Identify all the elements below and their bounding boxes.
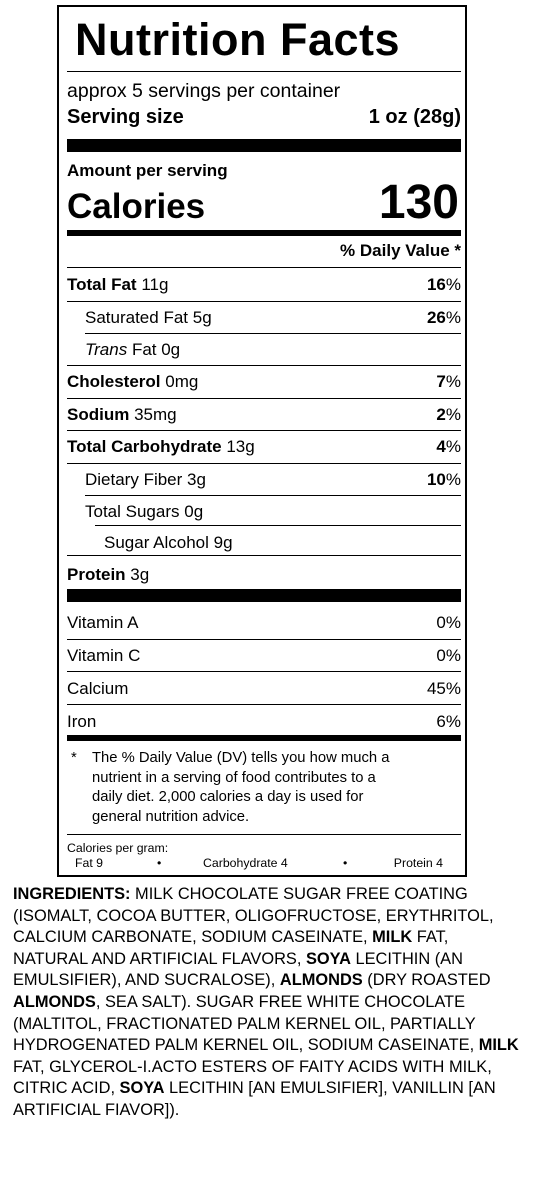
thick-divider — [67, 139, 461, 152]
divider — [85, 333, 461, 334]
divider — [85, 495, 461, 496]
bullet: • — [157, 856, 162, 870]
calories-value: 130 — [378, 176, 459, 229]
divider — [67, 430, 461, 431]
serving-size-label: Serving size — [67, 106, 184, 128]
allergen-word: MILK — [372, 928, 413, 947]
calories-per-gram-label: Calories per gram: — [67, 841, 169, 855]
ingredients-segment: LECITHIN (AN EMULSIFIER), AND SUCRALOSE), — [13, 949, 463, 990]
divider — [67, 463, 461, 464]
calories-row — [67, 175, 461, 227]
nutrition-facts-panel: Nutrition Facts approx 5 servings per container Serving size 1 oz (28g) Amount per serving Calories 130 % Daily Value * Total Fat 11g 16% Saturated Fat 5g 26% Trans Fat 0g Cholesterol 0mg 7% Sodium 35mg 2% Total Carbohydrate 13g 4% Dietary Fiber 3g 10% Total Sugars 0g Sugar Alcohol 9g Protein 3g Vitamin A 0% Vitamin C 0% Calcium 45% Iron 6% * The % Daily Value (DV) tells you how much a nutrient in a serving of food contributes to a daily diet. 2,000 calories a day is used for general nutrition advice. Calories per gram: Fat 9 • Carbohydrate 4 • Protein 4 — [57, 5, 467, 877]
ingredients-list — [13, 884, 523, 1122]
footnote-star: * — [71, 750, 77, 766]
divider — [67, 398, 461, 399]
divider — [67, 834, 461, 835]
divider — [67, 555, 461, 556]
panel-title: Nutrition Facts — [75, 14, 401, 65]
calories-per-gram-row — [67, 856, 461, 872]
ingredients-segment: (DRY ROASTED — [362, 971, 491, 990]
ingredients-segment: FAT, GLYCEROL-I.ACTO ESTERS OF FAITY ACIDS WITH MILK, CITRIC ACID, — [13, 1057, 492, 1098]
bullet: • — [343, 856, 348, 870]
ingredients-segment: MILK CHOCOLATE SUGAR FREE COATING (ISOMALT, COCOA BUTTER, OLIGOFRUCTOSE, ERYTHRITOL, CALCIUM CARBONATE, SODIUM CASEINATE, — [13, 885, 494, 947]
allergen-word: ALMONDS — [13, 992, 96, 1011]
medium-divider — [67, 735, 461, 741]
per-gram-fat: Fat 9 — [75, 856, 104, 870]
divider — [67, 301, 461, 302]
per-gram-carbohydrate: Carbohydrate 4 — [203, 856, 288, 870]
ingredients-segment: LECITHIN [AN EMULSIFIER], VANILLIN [AN ARTIFICIAL FIAVOR]). — [13, 1079, 496, 1119]
ingredients-segment: , SEA SALT). SUGAR FREE WHITE CHOCOLATE (MALTITOL, FRACTIONATED PALM KERNEL OIL, PARTIALLY HYDROGENATED PALM KERNEL OIL, SODIUM CASEINATE, — [13, 992, 479, 1055]
allergen-word: MILK — [478, 1036, 519, 1055]
ingredients-segment: FAT, NATURAL AND ARTIFICIAL FLAVORS, — [13, 928, 449, 968]
allergen-word: SOYA — [119, 1079, 165, 1098]
divider — [67, 71, 461, 72]
thick-divider — [67, 589, 461, 602]
divider — [67, 639, 461, 640]
per-gram-protein: Protein 4 — [393, 856, 443, 870]
serving-size-value: 1 oz (28g) — [368, 106, 461, 128]
ingredients-label: INGREDIENTS: — [13, 885, 131, 903]
ingredients-text — [13, 885, 519, 1119]
divider — [67, 704, 461, 705]
divider — [67, 267, 461, 268]
divider — [95, 525, 461, 526]
divider — [67, 365, 461, 366]
allergen-word: SOYA — [305, 949, 351, 968]
calories-label: Calories — [67, 187, 206, 226]
medium-divider — [67, 230, 461, 236]
allergen-word: ALMONDS — [279, 971, 363, 990]
divider — [67, 671, 461, 672]
